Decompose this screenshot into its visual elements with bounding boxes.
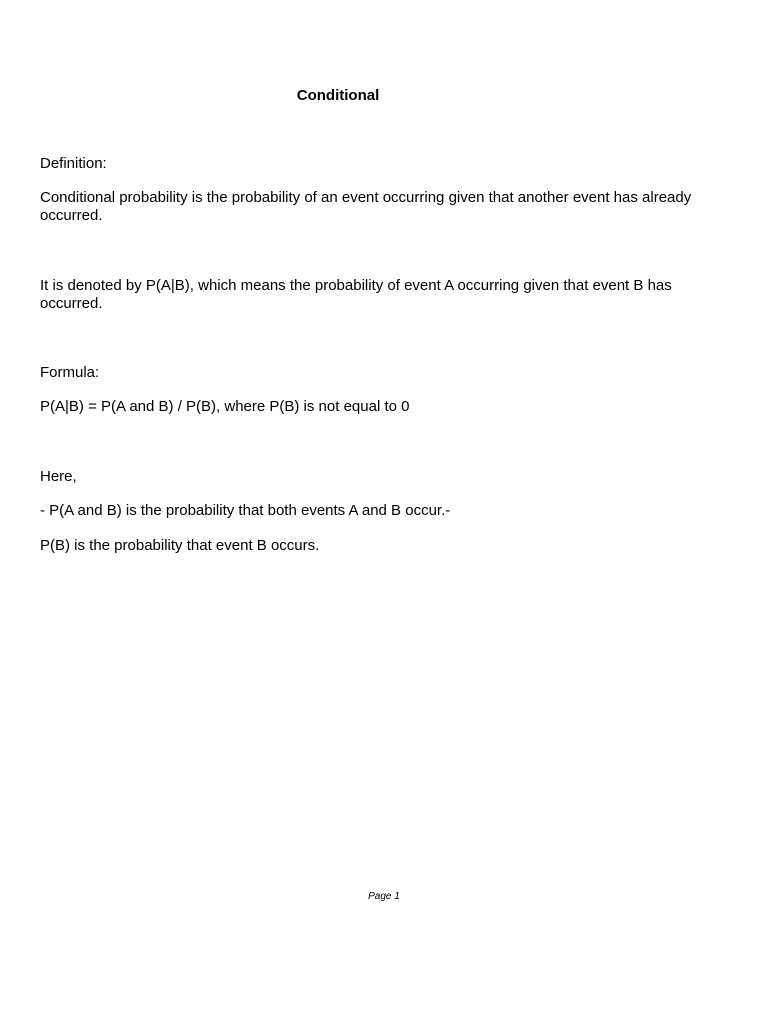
page-number: Page 1 <box>368 891 400 902</box>
page-title: Conditional <box>296 87 380 104</box>
notation-text: It is denoted by P(A|B), which means the probability of event A occurring given that event B has occurred. <box>40 277 672 312</box>
here-label: Here, <box>40 468 77 485</box>
definition-text: Conditional probability is the probability of an event occurring given that another event has already occurred. <box>40 189 692 224</box>
definition-label: Definition: <box>40 155 107 172</box>
formula-text: P(A|B) = P(A and B) / P(B), where P(B) is not equal to 0 <box>40 398 410 415</box>
formula-label: Formula: <box>40 364 100 381</box>
explanation-item-1: - P(A and B) is the probability that both events A and B occur.- <box>40 502 451 519</box>
explanation-item-2: P(B) is the probability that event B occurs. <box>40 537 320 554</box>
